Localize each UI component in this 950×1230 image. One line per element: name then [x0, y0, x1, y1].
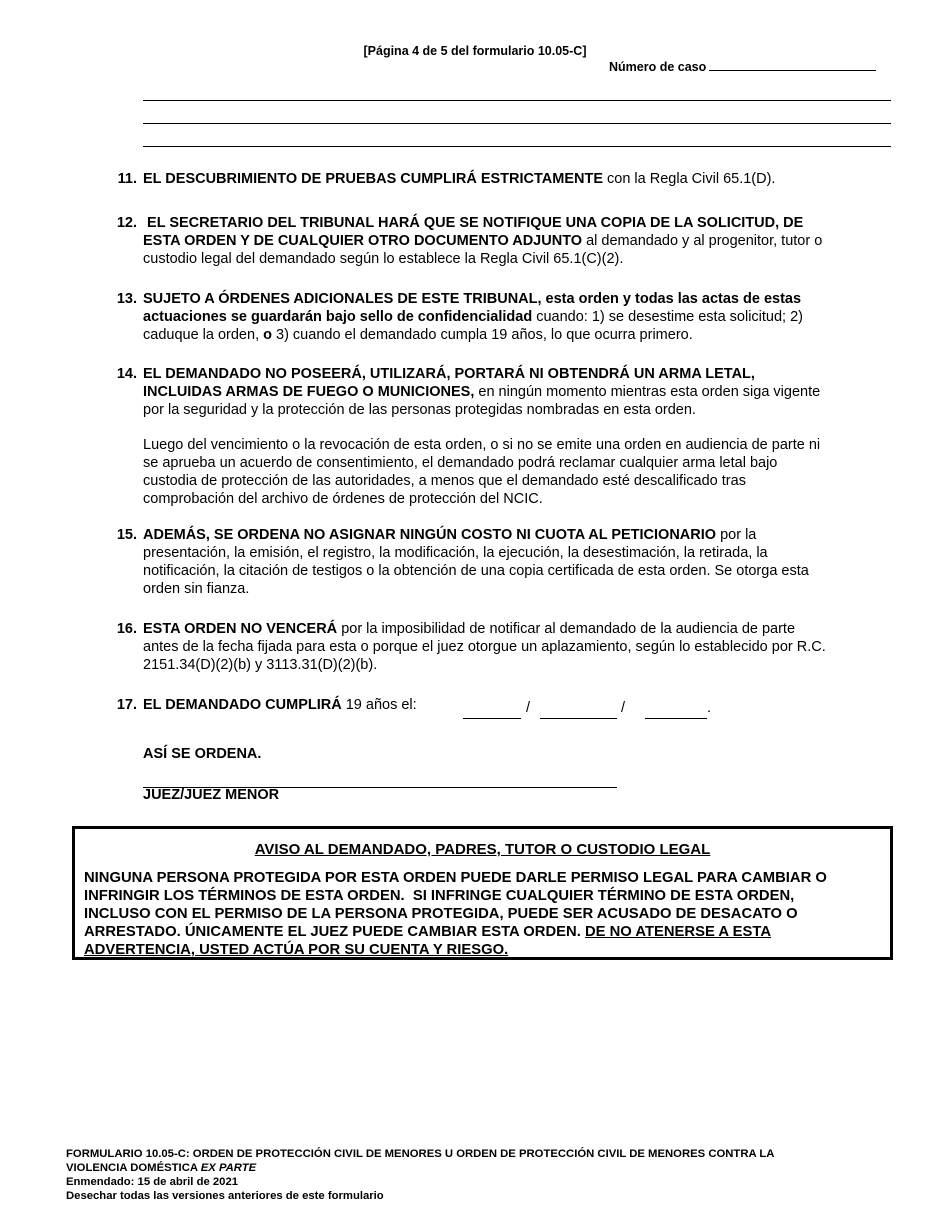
date-period: .	[707, 700, 712, 716]
notice-box	[72, 826, 893, 960]
item-17: 17. EL DEMANDADO CUMPLIRÁ 19 años el:	[107, 696, 887, 714]
date-separator: /	[526, 700, 531, 716]
item-number: 11.	[117, 171, 137, 187]
blank-line-2[interactable]	[143, 123, 891, 124]
item-11: 11. EL DESCUBRIMIENTO DE PRUEBAS CUMPLIRÁ ESTRICTAMENTE con la Regla Civil 65.1(D).	[107, 170, 887, 188]
item-number: 14.	[116, 366, 137, 382]
blank-line-1[interactable]	[143, 100, 891, 101]
birthday-day-blank[interactable]	[540, 718, 617, 719]
item-number: 13.	[116, 291, 137, 307]
birthday-month-blank[interactable]	[463, 718, 521, 719]
item-12: 12. EL SECRETARIO DEL TRIBUNAL HARÁ QUE SE NOTIFIQUE UNA COPIA DE LA SOLICITUD, DE ESTA ORDEN Y DE CUALQUIER OTRO DOCUMENTO ADJUNTO al demandado y al progenitor, tutor o custodio legal del demandado según lo establece la Regla Civil 65.1(C)(2).	[107, 214, 887, 268]
item-14-paragraph: Luego del vencimiento o la revocación de esta orden, o si no se emite una orden en audiencia de parte ni se aprueba un acuerdo de consentimiento, el demandado podrá reclamar cualquier arma letal bajo custodia de protección de las autoridades, a menos que el demandado esté descalificado tras comprobación del archivo de órdenes de protección del NCIC.	[143, 437, 821, 507]
page-label: [Página 4 de 5 del formulario 10.05-C]	[363, 44, 587, 58]
case-number-field[interactable]	[609, 59, 876, 74]
case-number-blank[interactable]	[709, 59, 876, 71]
item-13: 13. SUJETO A ÓRDENES ADICIONALES DE ESTE TRIBUNAL, esta orden y todas las actas de estas actuaciones se guardarán bajo sello de confidencialidad cuando: 1) se desestime esta solicitud; 2) caduque la orden, o 3) cuando el demandado cumpla 19 años, lo que ocurra primero.	[107, 290, 887, 344]
judge-label: JUEZ/JUEZ MENOR	[143, 787, 280, 803]
blank-line-3[interactable]	[143, 146, 891, 147]
item-number: 16.	[116, 621, 137, 637]
date-separator: /	[621, 700, 626, 716]
item-number: 17.	[116, 697, 137, 713]
so-ordered-label: ASÍ SE ORDENA.	[143, 746, 262, 762]
case-number-label: Número de caso	[609, 60, 707, 74]
item-15: 15. ADEMÁS, SE ORDENA NO ASIGNAR NINGÚN COSTO NI CUOTA AL PETICIONARIO por la presentación, la emisión, el registro, la modificación, la ejecución, la desestimación, la retirada, la notificación, la citación de testigos o la obtención de una copia certificada de esta orden. Se otorga esta orden sin fianza.	[107, 526, 887, 598]
notice-body: NINGUNA PERSONA PROTEGIDA POR ESTA ORDEN PUEDE DARLE PERMISO LEGAL PARA CAMBIAR O INFRINGIR LOS TÉRMINOS DE ESTA ORDEN. SI INFRINGE CUALQUIER TÉRMINO DE ESTA ORDEN, INCLUSO CON EL PERMISO DE LA PERSONA PROTEGIDA, PUEDE SER ACUSADO DE DESACATO O ARRESTADO. ÚNICAMENTE EL JUEZ PUEDE CAMBIAR ESTA ORDEN. DE NO ATENERSE A ESTA ADVERTENCIA, USTED ACTÚA POR SU CUENTA Y RIESGO.	[84, 870, 827, 958]
birthday-year-blank[interactable]	[645, 718, 707, 719]
form-footer: FORMULARIO 10.05-C: ORDEN DE PROTECCIÓN CIVIL DE MENORES U ORDEN DE PROTECCIÓN CIVIL DE MENORES CONTRA LA VIOLENCIA DOMÉSTICA EX PARTE Enmendado: 15 de abril de 2021 Desechar todas las versiones anteriores de este formulario	[66, 1148, 775, 1202]
item-14: 14. EL DEMANDADO NO POSEERÁ, UTILIZARÁ, PORTARÁ NI OBTENDRÁ UN ARMA LETAL, INCLUIDAS ARMAS DE FUEGO O MUNICIONES, en ningún momento mientras esta orden siga vigente por la seguridad y la protección de las personas protegidas nombradas en esta orden.	[107, 365, 887, 419]
notice-title: AVISO AL DEMANDADO, PADRES, TUTOR O CUSTODIO LEGAL	[254, 841, 711, 858]
item-number: 15.	[116, 527, 137, 543]
item-16: 16. ESTA ORDEN NO VENCERÁ por la imposibilidad de notificar al demandado de la audiencia de parte antes de la fecha fijada para esta o porque el juez otorgue un aplazamiento, según lo establecido por R.C. 2151.34(D)(2)(b) y 3113.31(D)(2)(b).	[107, 620, 887, 674]
item-number: 12.	[116, 215, 137, 231]
